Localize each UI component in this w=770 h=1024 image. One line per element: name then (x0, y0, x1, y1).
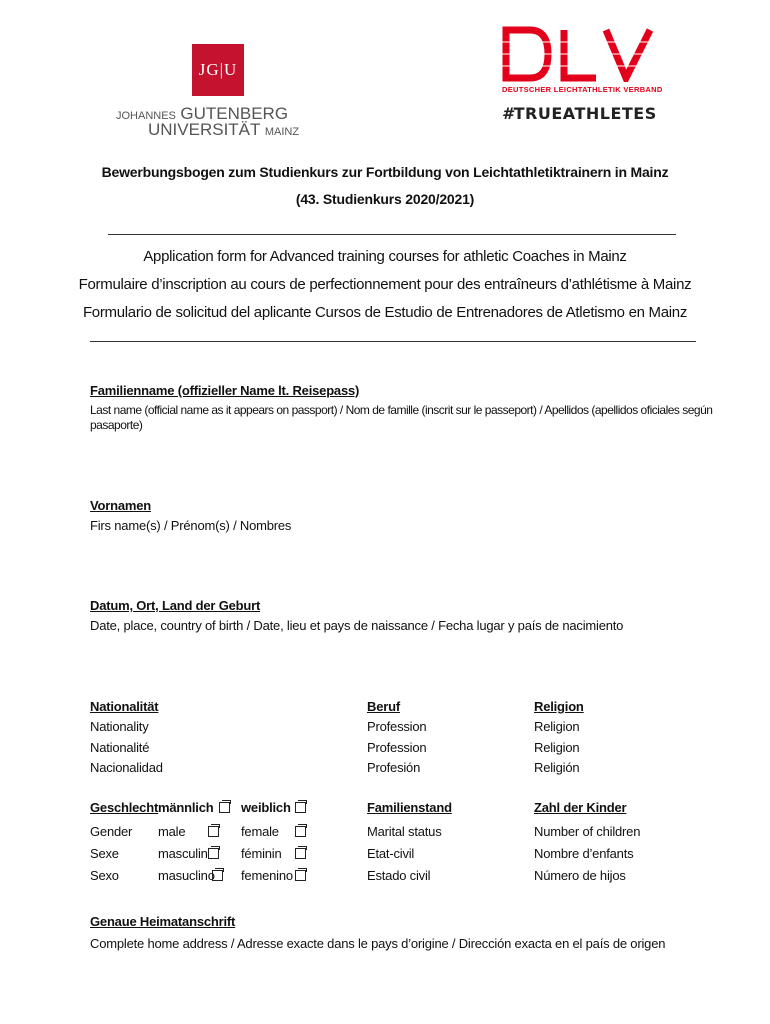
female-option-de[interactable] (241, 800, 306, 815)
male-checkbox[interactable] (219, 802, 230, 813)
firstname-label: Vornamen (90, 498, 152, 513)
female-checkbox-en[interactable] (295, 826, 306, 837)
title-fr: Formulaire d’inscription au cours de perfectionnement pour des entraîneurs d’athlétisme à Mainz (78, 276, 692, 293)
title-course: (43. Studienkurs 2020/2021) (295, 191, 475, 207)
male-checkbox-en[interactable] (208, 826, 219, 837)
birth-label: Datum, Ort, Land der Geburt (90, 598, 261, 613)
male-label-de: männlich (158, 800, 214, 815)
female-option-en[interactable] (241, 824, 306, 839)
marital-label: Familienstand (367, 800, 452, 815)
gender-es: Sexo (90, 868, 119, 883)
female-label-en: female (241, 824, 279, 839)
male-option-de[interactable] (158, 800, 230, 815)
dlv-logo (500, 26, 663, 126)
marital-en: Marital status (367, 824, 442, 839)
jgu-mark: JG|U (192, 44, 244, 96)
religion-en: Religion (534, 719, 580, 734)
gender-en: Gender (90, 824, 133, 839)
female-label-de: weiblich (241, 800, 291, 815)
female-checkbox-fr[interactable] (295, 848, 306, 859)
male-option-en[interactable] (158, 824, 219, 839)
nationality-fr: Nationalité (90, 740, 150, 755)
children-es: Número de hijos (534, 868, 626, 883)
jgu-name-line1: JOHANNES GUTENBERG (116, 104, 289, 123)
male-label-en: male (158, 824, 186, 839)
nationality-en: Nationality (90, 719, 149, 734)
title-de: Bewerbungsbogen zum Studienkurs zur Fortbildung von Leichtathletiktrainern in Mainz (101, 164, 669, 180)
female-label-fr: féminin (241, 846, 282, 861)
religion-es: Religión (534, 760, 580, 775)
lastname-label: Familienname (offizieller Name lt. Reisepass) (90, 383, 360, 398)
birth-hint: Date, place, country of birth / Date, lieu et pays de naissance / Fecha lugar y país de nacimiento (90, 618, 624, 633)
title-es: Formulario de solicitud del aplicante Cursos de Estudio de Entrenadores de Atletismo en Mainz (82, 304, 688, 321)
nationality-es: Nacionalidad (90, 760, 163, 775)
marital-fr: Etat-civil (367, 846, 415, 861)
male-checkbox-es[interactable] (212, 870, 223, 881)
children-fr: Nombre d’enfants (534, 846, 634, 861)
female-checkbox[interactable] (295, 802, 306, 813)
address-hint: Complete home address / Adresse exacte dans le pays d’origine / Dirección exacta en el país de origen (90, 936, 666, 951)
profession-fr: Profession (367, 740, 427, 755)
title-divider (108, 234, 676, 235)
female-option-es[interactable] (241, 868, 306, 883)
religion-label: Religion (534, 699, 584, 714)
dlv-subtitle: DEUTSCHER LEICHTATHLETIK VERBAND (502, 85, 663, 94)
lastname-hint-line1: Last name (official name as it appears on passport) / Nom de famille (inscrit sur le passeport) / Apellidos (apellidos oficiales según (90, 403, 713, 417)
firstname-hint: Firs name(s) / Prénom(s) / Nombres (90, 518, 292, 533)
children-label: Zahl der Kinder (534, 800, 627, 815)
profession-en: Profession (367, 719, 427, 734)
dlv-mark-icon (502, 26, 654, 82)
header-divider (90, 341, 696, 342)
address-label: Genaue Heimatanschrift (90, 914, 236, 929)
jgu-name-line2: UNIVERSITÄT MAINZ (148, 120, 300, 139)
jgu-logo (112, 44, 302, 139)
female-checkbox-es[interactable] (295, 870, 306, 881)
male-label-es: masuclino (158, 868, 215, 883)
gender-fr: Sexe (90, 846, 119, 861)
lastname-hint-line2: pasaporte) (90, 418, 143, 432)
religion-fr: Religion (534, 740, 580, 755)
marital-es: Estado civil (367, 868, 431, 883)
profession-es: Profesión (367, 760, 421, 775)
female-option-fr[interactable] (241, 846, 306, 861)
title-en: Application form for Advanced training courses for athletic Coaches in Mainz (143, 248, 627, 265)
children-en: Number of children (534, 824, 641, 839)
male-option-es[interactable] (158, 868, 223, 883)
trueathletes-logo: #TRUEATHLETES (502, 104, 657, 123)
female-label-es: femenino (241, 868, 293, 883)
nationality-label: Nationalität (90, 699, 159, 714)
male-checkbox-fr[interactable] (208, 848, 219, 859)
hashtag-icon: # (502, 104, 514, 123)
profession-label: Beruf (367, 699, 400, 714)
male-option-fr[interactable] (158, 846, 219, 861)
gender-label: Geschlecht (90, 800, 159, 815)
male-label-fr: masculin (158, 846, 208, 861)
